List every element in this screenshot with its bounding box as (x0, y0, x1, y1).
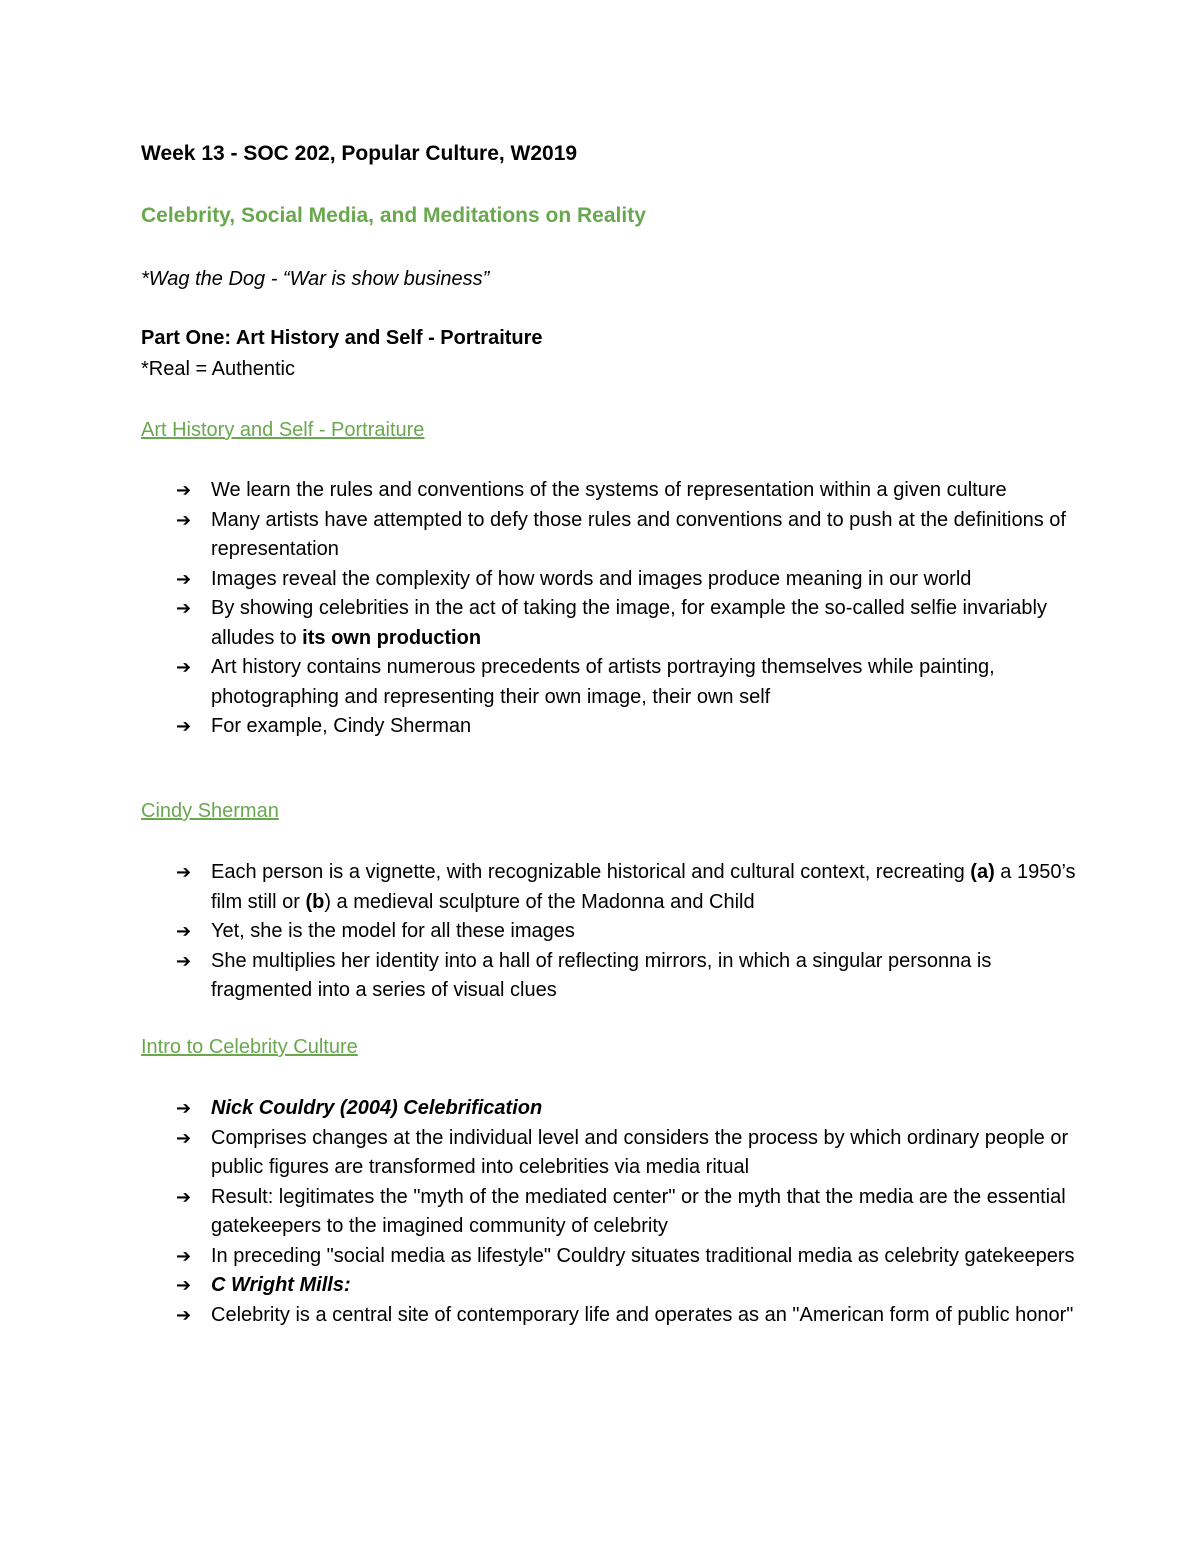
bullet-emphasis: (a) (970, 861, 995, 883)
list-item (176, 947, 1076, 1006)
arrow-bullet-icon: ➔ (176, 1127, 192, 1149)
bullet-text: Nick Couldry (2004) Celebrification (211, 1097, 543, 1119)
bullet-text: a 1950’s film still or (211, 861, 1076, 913)
bullet-text: Many artists have attempted to defy those rules and conventions and to push at the definitions of representation (211, 508, 1066, 560)
arrow-bullet-icon: ➔ (176, 657, 192, 678)
document-title: Week 13 - SOC 202, Popular Culture, W2019 (141, 142, 578, 165)
bullet-emphasis: (b (305, 890, 325, 913)
list-item (176, 1183, 1076, 1242)
bullet-text: Each person is a vignette, with recognizable historical and cultural context, recreating (211, 861, 971, 883)
bullet-text: We learn the rules and conventions of the systems of representation within a given culture (211, 479, 1007, 501)
bullet-text: Images reveal the complexity of how words and images produce meaning in our world (211, 567, 972, 590)
bullet-text: Yet, she is the model for all these images (211, 920, 575, 942)
real-authentic-note: *Real = Authentic (141, 358, 295, 380)
arrow-bullet-icon: ➔ (176, 1245, 192, 1267)
bullet-text: ) a medieval sculpture of the Madonna and Child (324, 890, 755, 913)
list-item (176, 565, 1076, 595)
cindy-sherman-bullet-list (176, 858, 1076, 1006)
arrow-bullet-icon: ➔ (176, 1098, 192, 1119)
list-item (176, 476, 1076, 506)
arrow-bullet-icon: ➔ (176, 921, 192, 942)
list-item (176, 712, 1076, 742)
arrow-bullet-icon: ➔ (176, 1186, 192, 1208)
list-item (176, 653, 1076, 712)
arrow-bullet-icon: ➔ (176, 598, 192, 619)
section-heading-cindy-sherman[interactable]: Cindy Sherman (141, 800, 279, 822)
bullet-text: C Wright Mills: (211, 1274, 351, 1296)
arrow-bullet-icon: ➔ (176, 1304, 192, 1326)
art-history-bullet-list (176, 476, 1076, 742)
celebrity-culture-bullet-list (176, 1094, 1076, 1330)
document-subtitle: Celebrity, Social Media, and Meditations on Reality (141, 204, 646, 227)
list-item (176, 1242, 1076, 1272)
list-item (176, 1124, 1076, 1183)
list-item (176, 594, 1076, 653)
bullet-emphasis: its own production (302, 626, 482, 649)
bullet-text: Celebrity is a central site of contemporary life and operates as an "American form of public honor" (211, 1303, 1074, 1326)
list-item (176, 506, 1076, 565)
arrow-bullet-icon: ➔ (176, 509, 192, 531)
arrow-bullet-icon: ➔ (176, 950, 192, 972)
arrow-bullet-icon: ➔ (176, 568, 192, 590)
list-item (176, 858, 1076, 917)
list-item (176, 917, 1076, 947)
bullet-text: For example, Cindy Sherman (211, 715, 472, 737)
list-item (176, 1094, 1076, 1124)
section-heading-celebrity-culture[interactable]: Intro to Celebrity Culture (141, 1036, 358, 1058)
list-item (176, 1271, 1076, 1301)
bullet-text: In preceding "social media as lifestyle" Couldry situates traditional media as celebrity gatekeepers (211, 1244, 1075, 1267)
part-one-title: Part One: Art History and Self - Portraiture (141, 327, 543, 349)
section-heading-art-history[interactable]: Art History and Self - Portraiture (141, 419, 425, 441)
bullet-text: By showing celebrities in the act of taking the image, for example the so-called selfie invariably alludes to (211, 597, 1047, 649)
arrow-bullet-icon: ➔ (176, 716, 192, 737)
bullet-text: Result: legitimates the "myth of the mediated center" or the myth that the media are the essential gatekeepers to the imagined community of celebrity (211, 1185, 1066, 1237)
list-item (176, 1301, 1076, 1331)
arrow-bullet-icon: ➔ (176, 1275, 192, 1296)
bullet-text: She multiplies her identity into a hall of reflecting mirrors, in which a singular personna is fragmented into a series of visual clues (211, 949, 992, 1001)
bullet-text: Art history contains numerous precedents of artists portraying themselves while painting, photographing and representing their own image, their own self (211, 656, 995, 708)
bullet-text: Comprises changes at the individual level and considers the process by which ordinary people or public figures are transformed into celebrities via media ritual (211, 1126, 1069, 1178)
arrow-bullet-icon: ➔ (176, 480, 192, 501)
arrow-bullet-icon: ➔ (176, 862, 192, 883)
opening-quote: *Wag the Dog - “War is show business” (141, 268, 490, 290)
